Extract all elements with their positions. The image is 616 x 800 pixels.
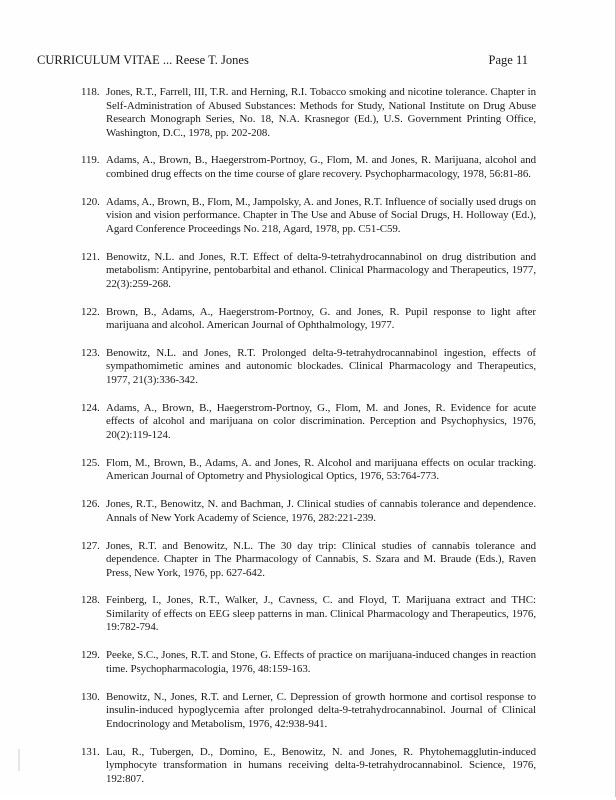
reference-number: 131. [81,745,100,758]
reference-item [81,649,536,676]
reference-item [81,196,536,237]
reference-item [81,691,536,732]
reference-item [81,251,536,292]
reference-text: Brown, B., Adams, A., Haegerstrom-Portnoy, G. and Jones, R. Pupil response to light after marijuana and alcohol. American Journal of Ophthalmology, 1977. [106,305,536,332]
reference-number: 128. [81,594,100,607]
reference-item [81,457,536,484]
reference-text: Adams, A., Brown, B., Flom, M., Jampolsky, A. and Jones, R.T. Influence of socially used drugs on vision and vision performance. Chapter in The Use and Abuse of Social Drugs, H. Holloway (Ed.), Agard Conference Proceedings No. 218, Agard, 1978, pp. C51-C59. [106,195,536,235]
reference-number: 122. [81,305,100,318]
reference-text: Benowitz, N.L. and Jones, R.T. Effect of delta-9-tetrahydrocannabinol on drug distribution and metabolism: Antipyrine, pentobarbital and ethanol. Clinical Pharmacology and Therapeutics, 1977, 22(3):259-268. [106,250,536,290]
reference-item [81,498,536,525]
reference-item [81,306,536,333]
page-header [37,53,528,68]
reference-number: 130. [81,690,100,703]
reference-item [81,154,536,181]
reference-text: Adams, A., Brown, B., Haegerstrom-Portnoy, G., Flom, M. and Jones, R. Marijuana, alcohol and combined drug effects on the time course of glare recovery. Psychopharmacology, 1978, 56:81-86. [106,154,536,180]
reference-number: 118. [81,86,100,98]
reference-text: Jones, R.T. and Benowitz, N.L. The 30 day trip: Clinical studies of cannabis tolerance and dependence. Chapter in The Pharmacology of Cannabis, S. Szara and M. Braude (Eds.), Raven Press, New York, 1976, pp. 627-642. [106,539,536,579]
reference-number: 120. [81,195,100,208]
reference-number: 129. [81,649,100,662]
reference-list [81,86,536,800]
reference-number: 123. [81,346,100,359]
reference-text: Feinberg, I., Jones, R.T., Walker, J., Cavness, C. and Floyd, T. Marijuana extract and THC: Similarity of effects on EEG sleep patterns in man. Clinical Pharmacology and Therapeutics, 1976, 19:782-794. [106,594,536,634]
reference-item [81,347,536,388]
reference-item [81,594,536,635]
reference-text: Jones, R.T., Farrell, III, T.R. and Herning, R.I. Tobacco smoking and nicotine tolerance. Chapter in Self-Administration of Abused Substances: Methods for Study, National Institute on Drug Abuse Research Monograph Series, No. 18, N.A. Krasnegor (Ed.), U.S. Government Printing Office, Washington, D.C., 1978, pp. 202-208. [106,86,536,139]
reference-number: 126. [81,498,100,511]
reference-number: 121. [81,250,100,263]
reference-text: Benowitz, N.L. and Jones, R.T. Prolonged delta-9-tetrahydrocannabinol ingestion, effects of sympathomimetic amines and autonomic blockades. Clinical Pharmacology and Therapeutics, 1977, 21(3):336-342. [106,346,536,386]
reference-text: Peeke, S.C., Jones, R.T. and Stone, G. Effects of practice on marijuana-induced changes in reaction time. Psychopharmacologia, 1976, 48:159-163. [106,649,536,675]
reference-number: 125. [81,456,100,469]
reference-text: Benowitz, N., Jones, R.T. and Lerner, C. Depression of growth hormone and cortisol response to insulin-induced hypoglycemia after prolonged delta-9-tetrahydrocannabinol. Journal of Clinical Endocrinology and Metabolism, 1976, 42:938-941. [106,690,536,730]
reference-text: Adams, A., Brown, B., Haegerstrom-Portnoy, G., Flom, M. and Jones, R. Evidence for acute effects of alcohol and marijuana on color discrimination. Perception and Psychophysics, 1976, 20(2):119-124. [106,401,536,441]
reference-item [81,746,536,787]
reference-number: 124. [81,401,100,414]
reference-text: Jones, R.T., Benowitz, N. and Bachman, J. Clinical studies of cannabis tolerance and dependence. Annals of New York Academy of Science, 1976, 282:221-239. [106,498,536,524]
header-title: CURRICULUM VITAE ... Reese T. Jones [37,53,249,67]
reference-item [81,540,536,581]
scan-artifact [18,749,20,771]
reference-item [81,86,536,140]
reference-text: Flom, M., Brown, B., Adams, A. and Jones, R. Alcohol and marijuana effects on ocular tracking. American Journal of Optometry and Physiological Optics, 1976, 53:764-773. [106,456,536,483]
reference-item [81,402,536,443]
reference-number: 119. [81,154,100,167]
reference-number: 127. [81,539,100,552]
page-number: Page 11 [488,53,528,67]
reference-text: Lau, R., Tubergen, D., Domino, E., Benowitz, N. and Jones, R. Phytohemagglutin-induced lymphocyte transformation in humans receiving delta-9-tetrahydrocannabinol. Science, 1976, 192:807. [106,745,536,785]
